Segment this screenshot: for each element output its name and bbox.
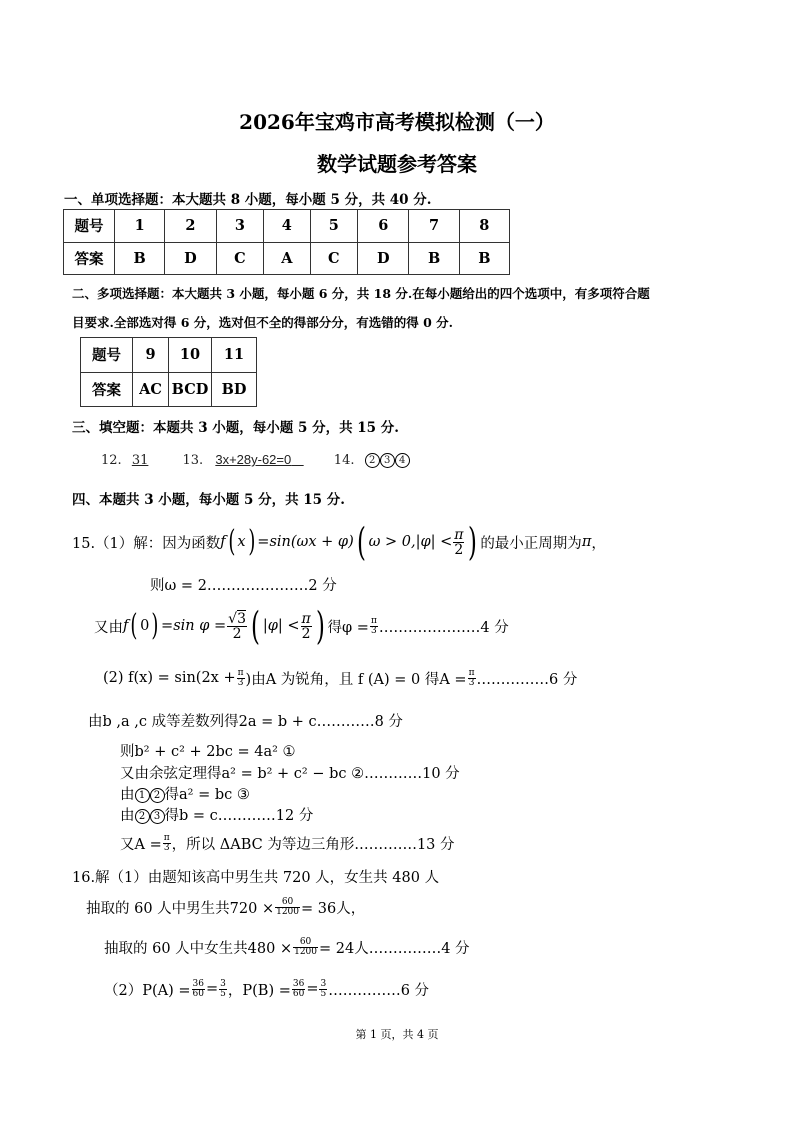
q15-l1-pi: π <box>454 526 464 543</box>
page-title: 2026年宝鸡市高考模拟检测（一） <box>239 110 555 134</box>
page-number: 第 1 页，共 4 页 <box>355 1028 439 1041</box>
q16-l3-tail: = 24人……………4 分 <box>319 940 470 957</box>
q13-label: 13. <box>182 453 204 468</box>
table-cell: C <box>216 242 264 275</box>
q16-l3-n: 60 <box>293 938 318 948</box>
q16-l4-tail: ……………6 分 <box>328 982 430 999</box>
table-cell: 8 <box>459 210 509 243</box>
table-cell: 题号 <box>64 210 115 243</box>
q16-line4 <box>104 976 429 1002</box>
q16-l4-eq: = <box>205 981 219 997</box>
table-row <box>81 372 257 407</box>
q15-l3-abs: |φ| < <box>262 618 300 634</box>
table-cell: C <box>310 242 358 275</box>
q15-l3-pi: π <box>301 610 311 627</box>
q16-l2-n: 60 <box>275 898 300 908</box>
q16-l4-n2: 3 <box>220 978 226 989</box>
table-row <box>81 338 257 373</box>
q16-l4-d2: 5 <box>220 988 226 999</box>
table-cell: BCD <box>169 372 212 407</box>
table-cell: B <box>115 242 165 275</box>
q16-line2 <box>86 894 365 920</box>
table-cell: 10 <box>169 338 212 373</box>
q15-l4-prefix: (2) f(x) = sin(2x + <box>103 670 236 686</box>
q15-l3-two2: 2 <box>301 625 311 642</box>
section2-heading-line2: 目要求.全部选对得 6 分，选对但不全的得部分分，有选错的得 0 分. <box>72 315 454 330</box>
q16-l3-d: 1200 <box>294 946 318 957</box>
q15-l4-pid2: 3 <box>468 677 475 688</box>
q15-line4 <box>103 666 577 690</box>
page-subtitle: 数学试题参考答案 <box>317 152 477 176</box>
q16-l4-n1: 36 <box>192 978 204 989</box>
table-cell: 4 <box>264 210 310 243</box>
q15-l3-pi3n: π <box>370 615 377 626</box>
q15-l3-sqrt3: 3 <box>237 610 246 627</box>
q15-l1-cond-a: ω > 0 <box>368 534 411 550</box>
q13-answer: 3x+28y-62=0 <box>215 452 292 467</box>
table-cell: 2 <box>165 210 216 243</box>
q15-l1-inner: ωx + φ <box>296 534 349 550</box>
table-cell: D <box>165 242 216 275</box>
q16-line1: 16.解（1）由题知该高中男生共 720 人，女生共 480 人 <box>72 870 440 886</box>
q15-l1-tail: 的最小正周期为 <box>480 535 582 552</box>
table-row <box>64 210 510 243</box>
q15-l1-pi-end: π <box>581 534 592 550</box>
table-cell: 9 <box>133 338 169 373</box>
q15-l1-cond-b: ,|φ| < <box>410 534 453 550</box>
q15-line2: 则ω = 2…………………2 分 <box>150 578 337 594</box>
circled-number: 2 <box>150 788 165 803</box>
q12-answer: 31 <box>131 453 149 468</box>
q15-l8-tail: 得a² = bc ③ <box>164 787 250 803</box>
table-cell: 7 <box>409 210 459 243</box>
q16-line3 <box>104 934 470 960</box>
section1-heading: 一、单项选择题：本大题共 8 小题，每小题 5 分，共 40 分. <box>64 192 432 208</box>
q15-l1-f: f <box>220 534 226 550</box>
q15-line9 <box>120 804 313 825</box>
q15-l3-prefix: 又由 <box>94 619 123 636</box>
q16-l4-prefix: （2）P(A) = <box>104 982 191 999</box>
q15-l1-comma: ， <box>591 535 606 552</box>
q16-l3-prefix: 抽取的 60 人中女生共480 × <box>104 940 293 957</box>
q15-l9-tail: 得b = c…………12 分 <box>164 808 314 824</box>
section4-heading: 四、本题共 3 小题，每小题 5 分，共 15 分. <box>72 492 345 508</box>
q15-l1-x: x <box>237 534 246 550</box>
q15-l10-pin: π <box>163 832 170 843</box>
table-cell: 5 <box>310 210 358 243</box>
q16-l4-n4: 3 <box>320 978 327 989</box>
q14-answer <box>365 453 410 468</box>
q16-l2-tail: = 36人， <box>301 900 366 917</box>
q15-l9-prefix: 由 <box>120 808 135 824</box>
q15-line10 <box>120 830 455 856</box>
q16-l2-d: 1200 <box>276 906 300 917</box>
q15-l1-eq: =sin( <box>257 534 297 550</box>
single-choice-answer-table <box>63 209 510 275</box>
q15-l3-zero: 0 <box>140 618 150 634</box>
q15-line1: 15.（1）解：因为函数 f ( x ) =sin( ωx + φ ) ( ω > 0 ,|φ| < $\frac{\pi}{2}$ ) 的最小正周期为 π ， <box>72 520 606 564</box>
table-cell: 1 <box>115 210 165 243</box>
table-cell: 11 <box>212 338 257 373</box>
q15-line8 <box>120 783 250 804</box>
q15-l3-two: 2 <box>232 625 242 642</box>
table-cell: 答案 <box>64 242 115 275</box>
q12-label: 12. <box>101 453 122 468</box>
fill-in-answers <box>101 452 410 468</box>
table-cell: A <box>264 242 310 275</box>
circled-number: 1 <box>135 788 150 803</box>
circled-number: 2 <box>365 453 380 468</box>
q15-l3-eq: =sin φ = <box>161 618 227 634</box>
table-cell: 题号 <box>81 338 133 373</box>
q15-l1-close: ) <box>348 534 354 550</box>
section3-heading: 三、填空题：本题共 3 小题，每小题 5 分，共 15 分. <box>72 420 399 436</box>
q16-l4-d4: 5 <box>320 988 327 999</box>
q16-l4-mid: ，P(B) = <box>227 982 291 999</box>
table-row <box>64 242 510 275</box>
q14-label: 14. <box>333 453 355 468</box>
q15-l10-pid: 3 <box>163 842 170 853</box>
q15-l3-get: 得φ = <box>327 619 369 636</box>
q15-l3-f: f <box>123 618 129 634</box>
table-cell: 6 <box>358 210 409 243</box>
q15-l4-pin2: π <box>468 667 475 678</box>
section2-heading-line1: 二、多项选择题：本大题共 3 小题，每小题 6 分，共 18 分.在每小题给出的四个选项中，有多项符合题 <box>72 286 650 301</box>
circled-number: 3 <box>380 453 395 468</box>
table-cell: AC <box>133 372 169 407</box>
q15-l10-prefix: 又A = <box>120 836 162 853</box>
q16-l2-prefix: 抽取的 60 人中男生共720 × <box>86 900 275 917</box>
q15-l1-text: 15.（1）解：因为函数 <box>72 535 221 552</box>
q16-l4-d3: 60 <box>292 988 305 999</box>
q15-l4-pin: π <box>237 667 244 678</box>
q15-l3-pi3d: 3 <box>371 625 377 636</box>
multiple-choice-answer-table <box>80 337 257 407</box>
q15-l4-tail: ……………6 分 <box>476 671 578 688</box>
table-cell: D <box>358 242 409 275</box>
table-cell: 3 <box>216 210 264 243</box>
q15-l8-prefix: 由 <box>120 787 135 803</box>
table-cell: 答案 <box>81 372 133 407</box>
q15-line6: 则b² + c² + 2bc = 4a² ① <box>120 744 296 760</box>
circled-number: 2 <box>135 809 150 824</box>
table-cell: BD <box>212 372 257 407</box>
circled-number: 4 <box>395 453 410 468</box>
q15-line3: 又由 f ( 0 ) =sin φ = $\frac{√3}{2}$ ( |φ| < $\frac{\pi}{2}$ ) 得φ = $\frac{\pi}{3}$ …………………4 分 <box>94 604 509 648</box>
q15-l4-mid: )由A 为锐角，且 f (A) = 0 得A = <box>245 671 467 688</box>
q16-l4-eq2: = <box>306 981 319 997</box>
q15-l4-pid: 3 <box>237 677 244 688</box>
q15-l10-tail: ，所以 ΔABC 为等边三角形.…………13 分 <box>171 836 455 853</box>
q15-l3-tail: …………………4 分 <box>378 619 509 636</box>
q15-l1-two: 2 <box>454 541 464 558</box>
table-cell: B <box>459 242 509 275</box>
q15-line7: 又由余弦定理得a² = b² + c² − bc ②…………10 分 <box>120 766 460 782</box>
circled-number: 3 <box>150 809 165 824</box>
q16-l4-d1: 60 <box>192 988 204 999</box>
table-cell: B <box>409 242 459 275</box>
q16-l4-n3: 36 <box>292 978 305 989</box>
q15-line5: 由b ,a ,c 成等差数列得2a = b + c…………8 分 <box>88 714 403 730</box>
